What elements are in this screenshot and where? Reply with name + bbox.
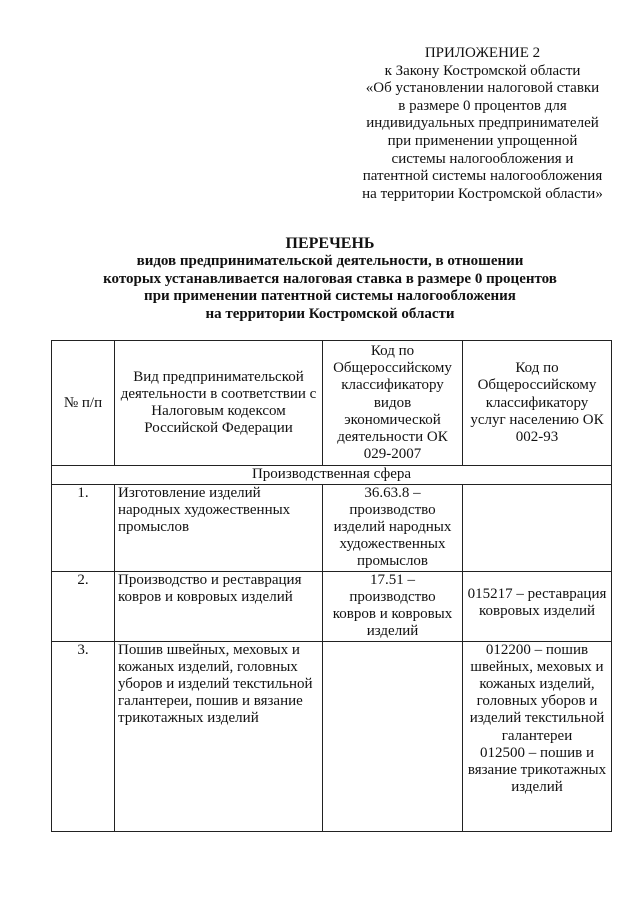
okun-text: 015217 – реставрация ковровых изделий [467,585,607,619]
okved-cell: 36.63.8 – производство изделий народных художественных промыслов [323,484,463,571]
table-row [52,571,612,641]
okun-cell: 012200 – пошив швейных, меховых и кожаных изделий, головных уборов и изделий текстильной галантереи 012500 – пошив и вязание трикотажных изделий [463,641,612,831]
title-line: при применении патентной системы налогообложения [144,288,516,305]
appendix-line: патентной системы налогообложения [362,168,603,185]
activity-cell: Пошив швейных, меховых и кожаных изделий, головных уборов и изделий текстильной галантереи, пошив и вязание трикотажных изделий [115,641,323,831]
appendix-line: при применении упрощенной [387,132,578,149]
header-okun: Код по Общероссийскому классификатору услуг населению ОК 002-93 [463,341,612,466]
appendix-line: «Об установлении налоговой ставки [365,80,600,97]
row-number: 3. [52,641,115,831]
title-line: которых устанавливается налоговая ставка в размере 0 процентов [103,270,557,287]
title-heading: ПЕРЕЧЕНЬ [285,235,375,252]
document-title [60,235,600,323]
table-row [52,484,612,571]
table-row [52,641,612,831]
appendix-line: системы налогообложения и [391,150,574,167]
appendix-line: на территории Костромской области» [362,185,603,202]
header-okved: Код по Общероссийскому классификатору видов экономической деятельности ОК 029-2007 [323,341,463,466]
activity-table [51,340,612,832]
title-line: на территории Костромской области [205,305,455,322]
section-title: Производственная сфера [52,466,612,484]
activity-cell: Производство и реставрация ковров и ковровых изделий [115,571,323,641]
title-line: видов предпринимательской деятельности, в отношении [136,253,524,270]
section-row [52,466,612,484]
header-activity: Вид предпринимательской деятельности в соответствии с Налоговым кодексом Российской Федерации [115,341,323,466]
okun-cell [463,484,612,571]
appendix-title: ПРИЛОЖЕНИЕ 2 [424,45,541,61]
row-number: 2. [52,571,115,641]
okun-cell [463,571,612,641]
okved-cell [323,641,463,831]
row-number: 1. [52,484,115,571]
appendix-line: индивидуальных предпринимателей [366,115,599,132]
appendix-line: в размере 0 процентов для [398,97,567,114]
header-num: № п/п [52,341,115,466]
activity-cell: Изготовление изделий народных художественных промыслов [115,484,323,571]
table-header-row [52,341,612,466]
appendix-header [355,45,610,203]
appendix-line: к Закону Костромской области [384,62,581,79]
okved-cell: 17.51 – производство ковров и ковровых изделий [323,571,463,641]
